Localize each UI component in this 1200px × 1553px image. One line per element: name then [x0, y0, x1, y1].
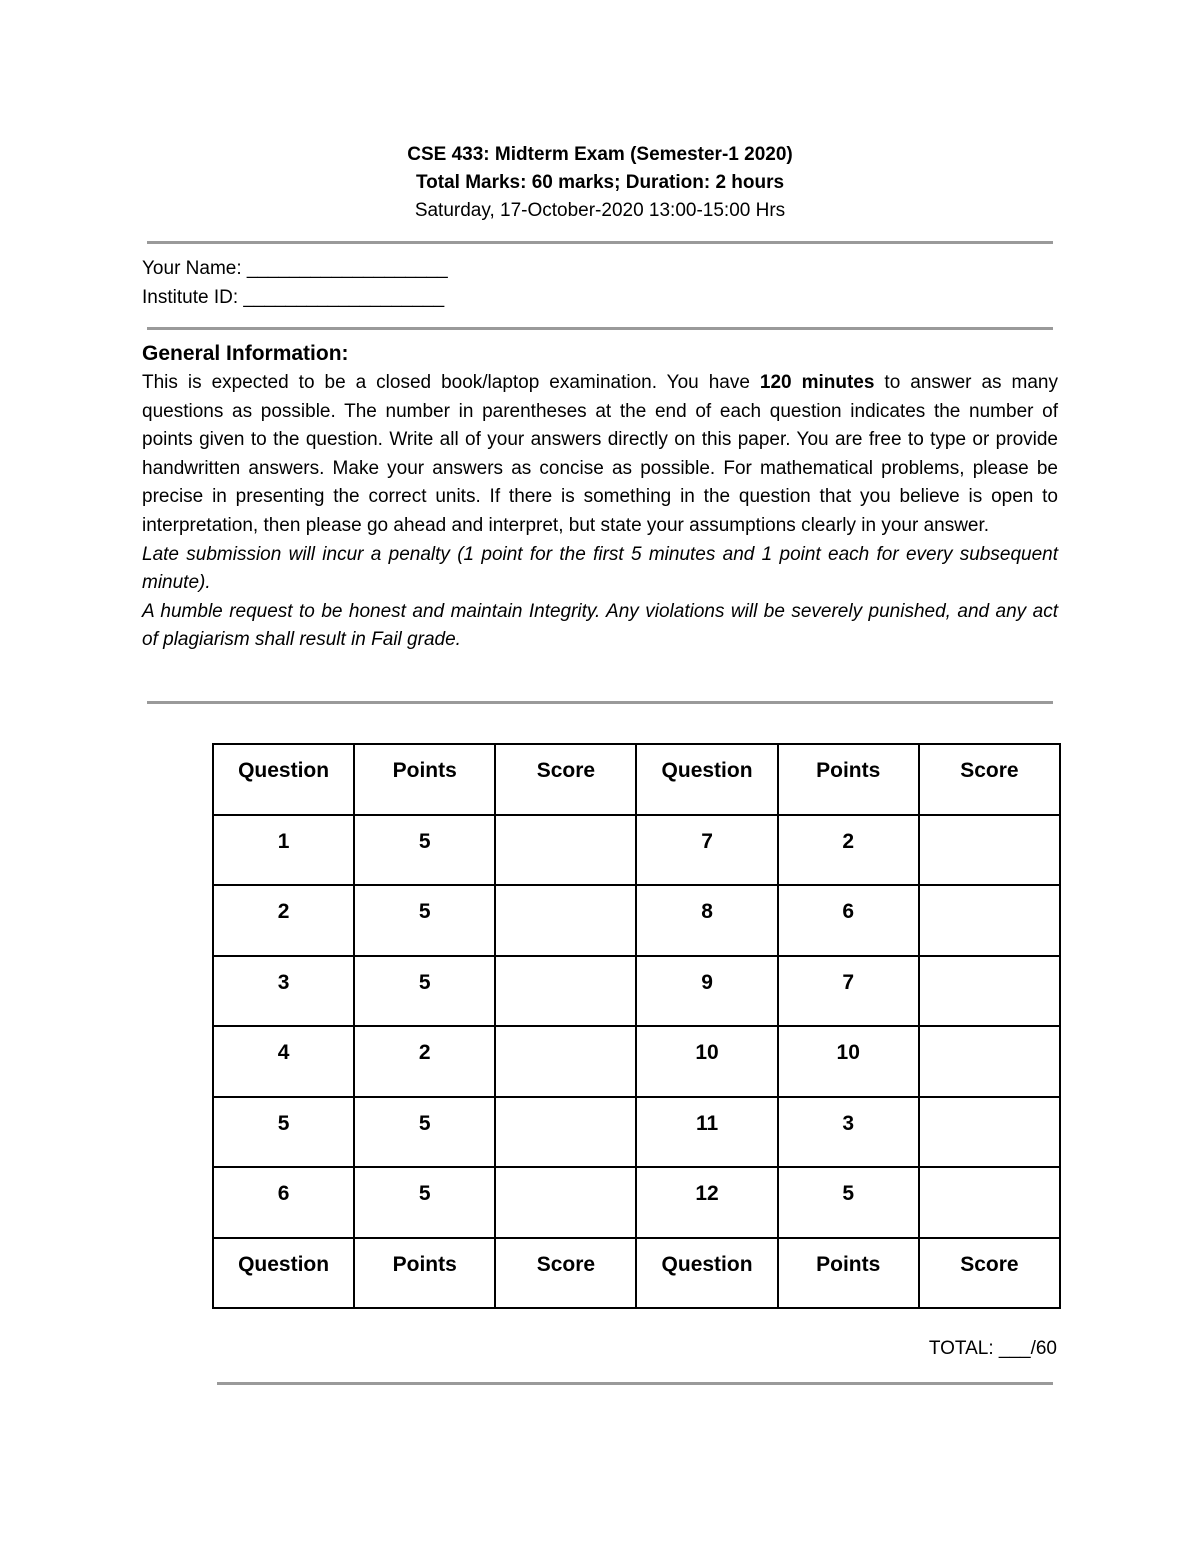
total-score-line: TOTAL: ___/60	[928, 1338, 1057, 1359]
points-cell: 5	[354, 885, 495, 956]
footer-cell: Score	[919, 1238, 1060, 1309]
points-cell: 6	[778, 885, 919, 956]
student-id-line: Institute ID: ___________________	[142, 287, 445, 308]
score-cell[interactable]	[919, 815, 1060, 886]
question-number-cell: 11	[636, 1097, 777, 1168]
score-cell[interactable]	[495, 956, 636, 1027]
question-number-cell: 9	[636, 956, 777, 1027]
footer-cell: Question	[213, 1238, 354, 1309]
general-info-paragraph	[142, 369, 1058, 541]
integrity-note: A humble request to be honest and maintain Integrity. Any violations will be severely punished, and any act of plagiarism shall result in Fail grade.	[142, 600, 1058, 651]
points-cell: 5	[354, 815, 495, 886]
header-cell: Score	[919, 744, 1060, 815]
question-number-cell: 10	[636, 1026, 777, 1097]
exam-title: CSE 433: Midterm Exam (Semester-1 2020)	[407, 144, 793, 165]
divider-bottom	[217, 1382, 1053, 1385]
header-cell: Points	[778, 744, 919, 815]
points-cell: 2	[778, 815, 919, 886]
score-cell[interactable]	[919, 1026, 1060, 1097]
score-cell[interactable]	[495, 885, 636, 956]
score-cell[interactable]	[495, 1026, 636, 1097]
score-cell[interactable]	[495, 1097, 636, 1168]
divider-info	[147, 701, 1053, 704]
score-table-footer-row	[213, 1238, 1060, 1309]
general-info-title: General Information:	[142, 342, 349, 365]
score-table	[212, 743, 1061, 1309]
score-cell[interactable]	[495, 815, 636, 886]
header-cell: Question	[213, 744, 354, 815]
question-number-cell: 4	[213, 1026, 354, 1097]
score-table-header-row	[213, 744, 1060, 815]
points-cell: 7	[778, 956, 919, 1027]
points-cell: 3	[778, 1097, 919, 1168]
question-number-cell: 8	[636, 885, 777, 956]
score-cell[interactable]	[919, 956, 1060, 1027]
question-number-cell: 5	[213, 1097, 354, 1168]
header-cell: Score	[495, 744, 636, 815]
points-cell: 5	[354, 1167, 495, 1238]
points-cell: 5	[778, 1167, 919, 1238]
student-info	[142, 254, 448, 312]
exam-schedule: Saturday, 17-October-2020 13:00-15:00 Hrs	[414, 200, 786, 221]
question-number-cell: 2	[213, 885, 354, 956]
question-number-cell: 6	[213, 1167, 354, 1238]
general-info-body	[142, 369, 1058, 655]
late-submission-note: Late submission will incur a penalty (1 point for the first 5 minutes and 1 point each for every subsequent minute).	[142, 543, 1058, 594]
divider-student	[147, 327, 1053, 330]
footer-cell: Points	[778, 1238, 919, 1309]
exam-header	[0, 141, 1200, 225]
exam-marks-duration: Total Marks: 60 marks; Duration: 2 hours	[415, 172, 785, 193]
score-cell[interactable]	[495, 1167, 636, 1238]
score-cell[interactable]	[919, 1097, 1060, 1168]
question-number-cell: 7	[636, 815, 777, 886]
duration-emphasis: 120 minutes	[759, 372, 875, 393]
student-name-line: Your Name: ___________________	[142, 258, 448, 279]
footer-cell: Score	[495, 1238, 636, 1309]
general-info-text-start: This is expected to be a closed book/laptop examination. You have	[142, 372, 760, 393]
table-row	[213, 885, 1060, 956]
question-number-cell: 1	[213, 815, 354, 886]
header-cell: Question	[636, 744, 777, 815]
score-cell[interactable]	[919, 885, 1060, 956]
table-row	[213, 1026, 1060, 1097]
footer-cell: Points	[354, 1238, 495, 1309]
question-number-cell: 12	[636, 1167, 777, 1238]
header-cell: Points	[354, 744, 495, 815]
general-info-text-rest: to answer as many questions as possible. The number in parentheses at the end of each question indicates the number of points given to the question. Write all of your answers directly on this paper. You are free to type or provide handwritten answers. Make your answers as concise as possible. For mathematical problems, please be precise in presenting the correct units. If there is something in the question that you believe is open to interpretation, then please go ahead and interpret, but state your assumptions clearly in your answer.	[142, 372, 1058, 536]
points-cell: 5	[354, 1097, 495, 1168]
points-cell: 2	[354, 1026, 495, 1097]
points-cell: 10	[778, 1026, 919, 1097]
score-cell[interactable]	[919, 1167, 1060, 1238]
question-number-cell: 3	[213, 956, 354, 1027]
divider-top	[147, 241, 1053, 244]
points-cell: 5	[354, 956, 495, 1027]
table-row	[213, 1097, 1060, 1168]
table-row	[213, 956, 1060, 1027]
footer-cell: Question	[636, 1238, 777, 1309]
table-row	[213, 815, 1060, 886]
table-row	[213, 1167, 1060, 1238]
